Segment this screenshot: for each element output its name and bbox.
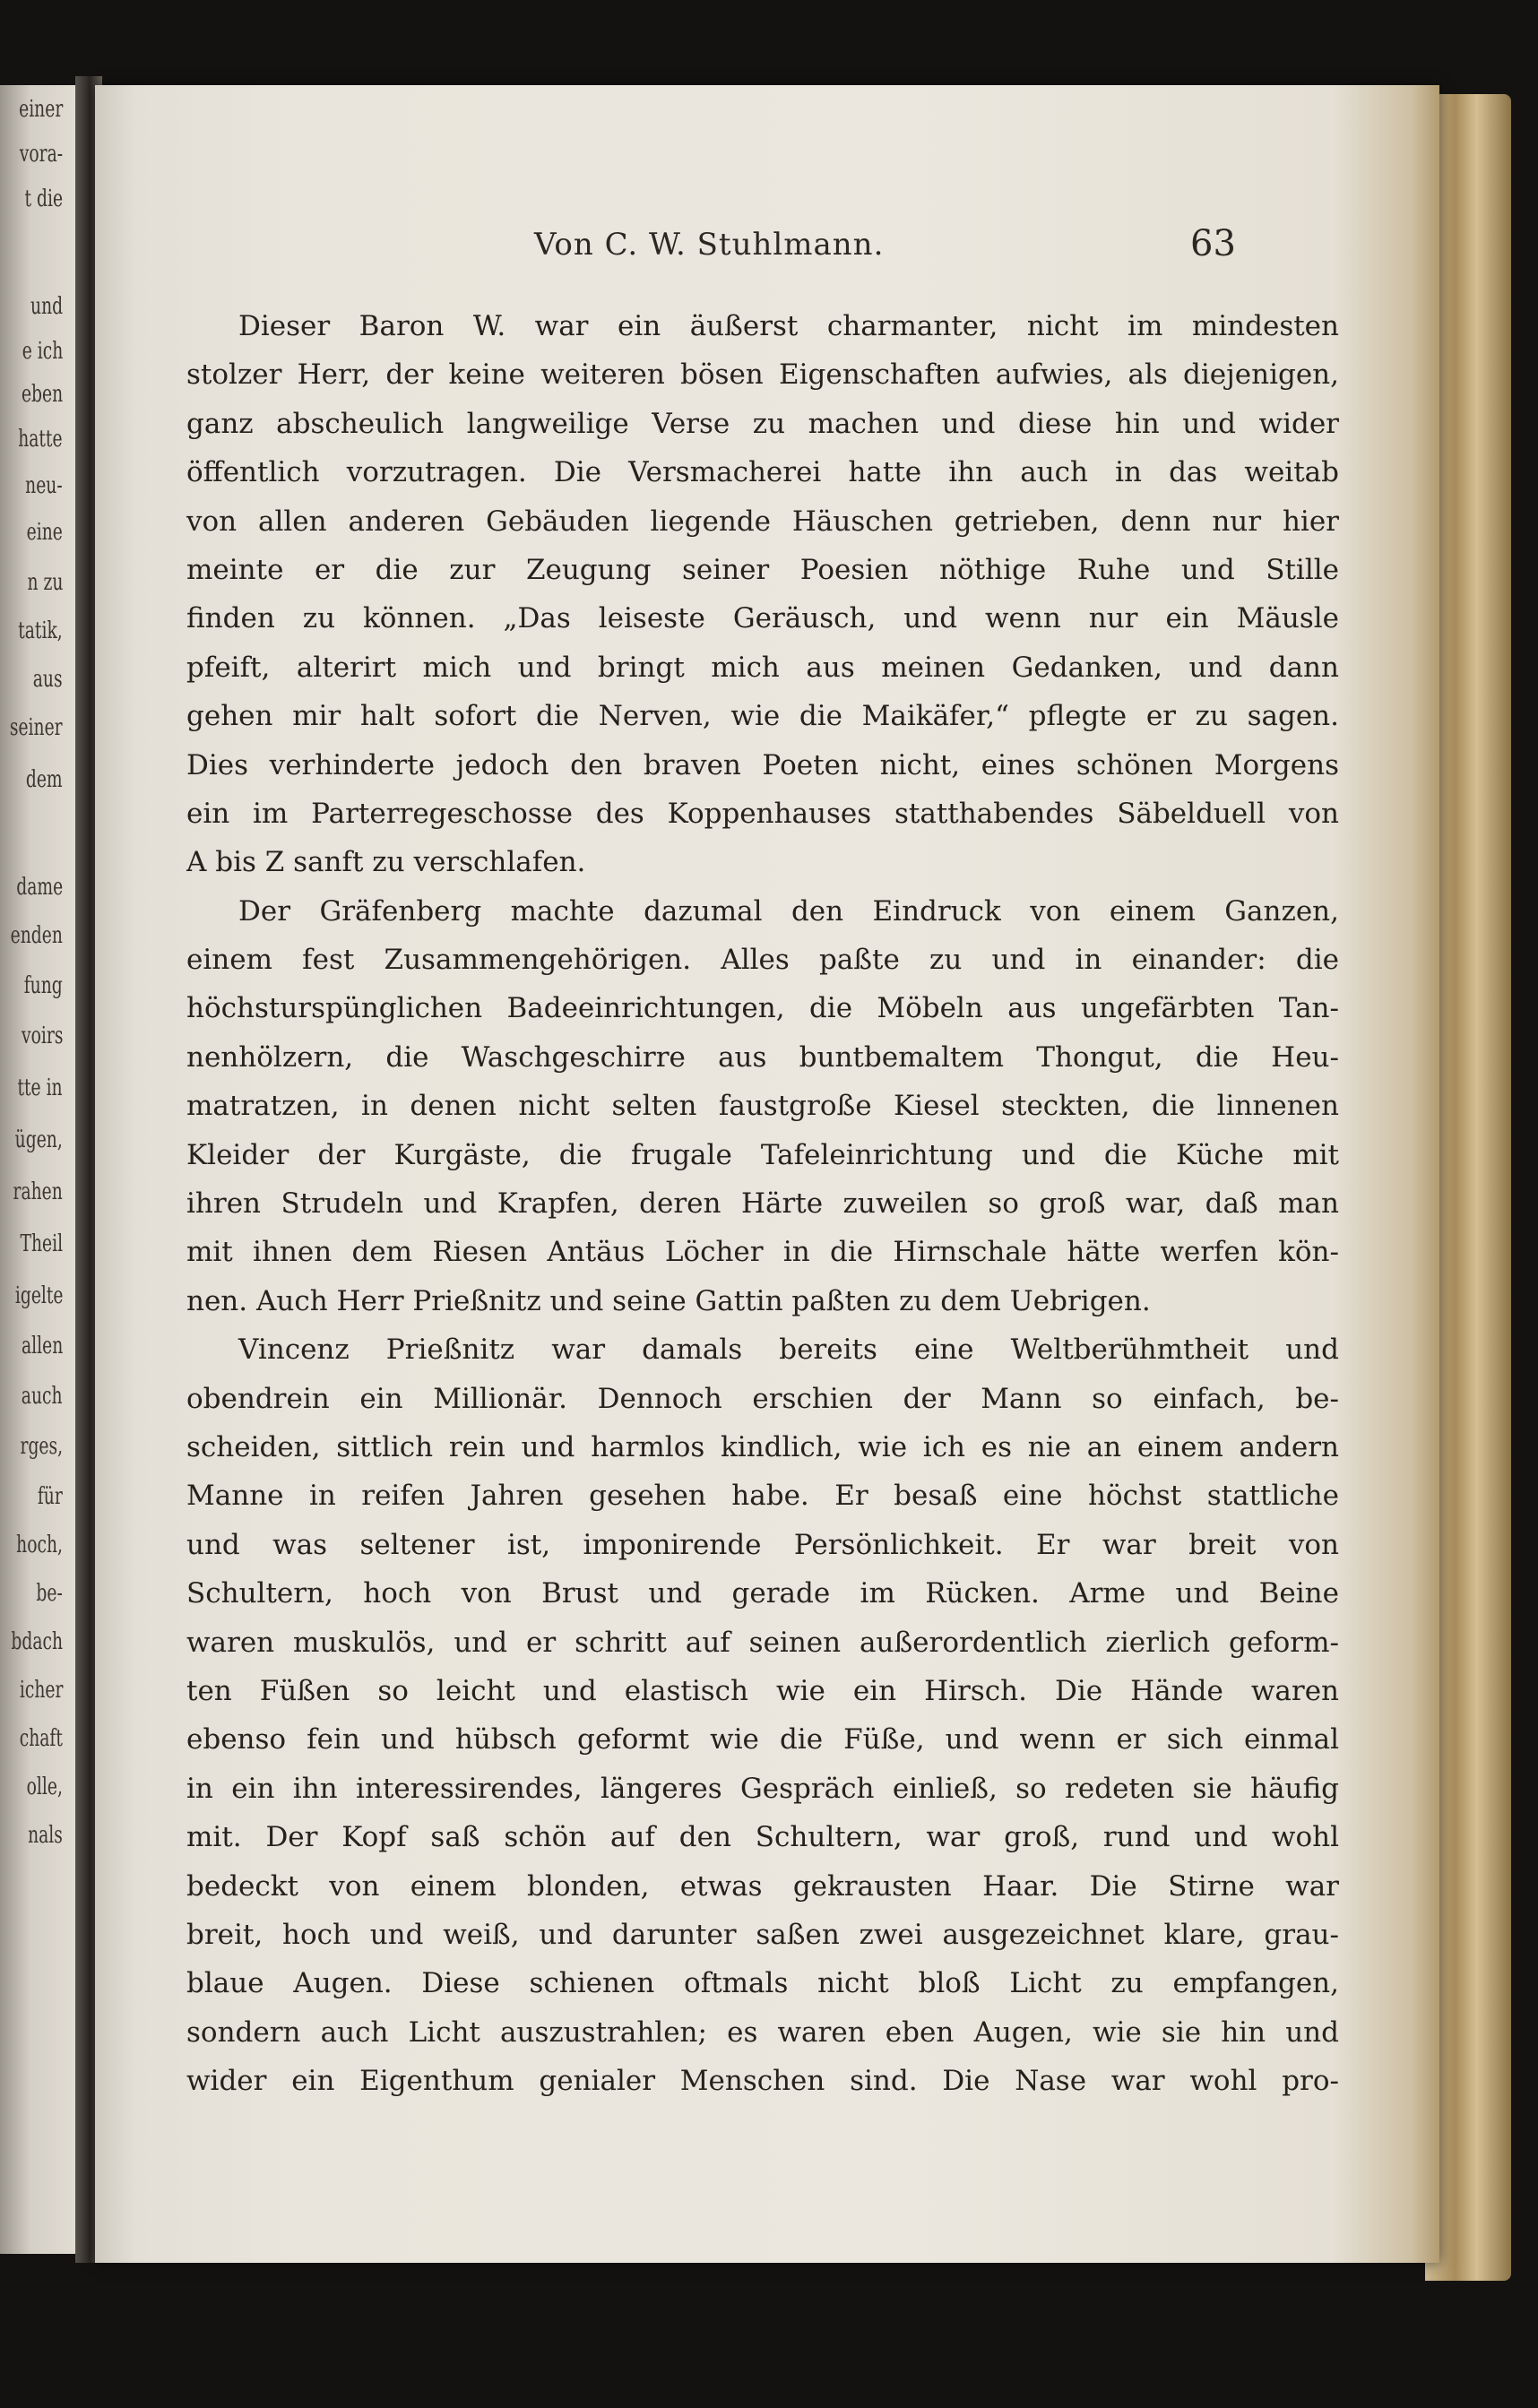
text-line: ganz abscheulich langweilige Verse zu machen und diese hin und wider	[186, 407, 1339, 440]
previous-page-fragment: be-	[36, 1580, 63, 1607]
text-line: höchsturspünglichen Badeeinrichtungen, die Möbeln aus ungefärbten Tan-	[186, 992, 1339, 1025]
text-line: Schultern, hoch von Brust und gerade im Rücken. Arme und Beine	[186, 1577, 1339, 1610]
text-line: Vincenz Prießnitz war damals bereits eine Weltberühmtheit und	[238, 1333, 1339, 1367]
page-63	[95, 85, 1439, 2263]
text-line: obendrein ein Millionär. Dennoch erschien der Mann so einfach, be-	[186, 1382, 1339, 1415]
text-line: Dies verhinderte jedoch den braven Poeten nicht, eines schönen Morgens	[186, 748, 1339, 781]
text-line: A bis Z sanft zu verschlafen.	[186, 846, 586, 879]
text-line: in ein ihn interessirendes, längeres Gespräch einließ, so redeten sie häufig	[186, 1772, 1339, 1805]
previous-page-fragment: Theil	[20, 1230, 63, 1257]
previous-page-fragment: rahen	[13, 1178, 63, 1205]
text-line: und was seltener ist, imponirende Persönlichkeit. Er war breit von	[186, 1528, 1339, 1561]
running-head	[95, 223, 1439, 281]
text-line: mit. Der Kopf saß schön auf den Schultern, war groß, rund und wohl	[186, 1821, 1339, 1854]
text-line: breit, hoch und weiß, und darunter saßen zwei ausgezeichnet klare, grau-	[186, 1918, 1339, 1951]
text-line: blaue Augen. Diese schienen oftmals nicht bloß Licht zu empfangen,	[186, 1967, 1339, 2000]
previous-page-fragment: eben	[21, 381, 63, 408]
previous-page-fragment: einer	[18, 96, 63, 123]
text-line: Dieser Baron W. war ein äußerst charmanter, nicht im mindesten	[238, 310, 1339, 342]
text-line: öffentlich vorzutragen. Die Versmacherei hatte ihn auch in das weitab	[186, 456, 1339, 489]
text-line: meinte er die zur Zeugung seiner Poesien nöthige Ruhe und Stille	[186, 553, 1339, 586]
previous-page-fragment: und	[30, 293, 63, 320]
previous-page-fragment: eine	[26, 519, 63, 546]
previous-page-fragment: icher	[19, 1677, 63, 1704]
text-line: stolzer Herr, der keine weiteren bösen Eigenschaften aufwies, als diejenigen,	[186, 358, 1339, 392]
previous-page-fragment: hatte	[18, 426, 63, 453]
previous-page-fragment: neu-	[25, 472, 63, 499]
text-line: pfeift, alterirt mich und bringt mich aus meinen Gedanken, und dann	[186, 651, 1339, 684]
previous-page-fragment: aus	[33, 666, 63, 693]
text-line: wider ein Eigenthum genialer Menschen sind. Die Nase war wohl pro-	[186, 2065, 1339, 2098]
text-line: scheiden, sittlich rein und harmlos kindlich, wie ich es nie an einem andern	[186, 1430, 1339, 1463]
text-line: matratzen, in denen nicht selten faustgroße Kiesel steckten, die linnenen	[186, 1090, 1339, 1123]
text-line: Der Gräfenberg machte dazumal den Eindruck von einem Ganzen,	[238, 894, 1339, 928]
text-line: gehen mir halt sofort die Nerven, wie die Maikäfer,“ pflegte er zu sagen.	[186, 700, 1339, 733]
previous-page-fragment: tte in	[17, 1075, 63, 1101]
text-line: ebenso fein und hübsch geformt wie die Füße, und wenn er sich einmal	[186, 1723, 1339, 1756]
previous-page-fragment: dem	[26, 766, 63, 793]
text-line: sondern auch Licht auszustrahlen; es waren eben Augen, wie sie hin und	[186, 2015, 1339, 2049]
previous-page-fragment: für	[38, 1483, 63, 1510]
previous-page-fragment: auch	[22, 1383, 63, 1410]
previous-page-fragment: dame	[16, 874, 63, 901]
text-line: waren muskulös, und er schritt auf seinen außerordentlich zierlich geform-	[186, 1626, 1339, 1659]
previous-page-fragment: vora-	[19, 141, 63, 168]
text-line: bedeckt von einem blonden, etwas gekrausten Haar. Die Stirne war	[186, 1869, 1339, 1903]
previous-page-fragment: e ich	[22, 338, 63, 365]
previous-page-fragment: nals	[28, 1822, 63, 1849]
running-title: Von C. W. Stuhlmann.	[534, 227, 885, 263]
previous-page-fragment: ügen,	[14, 1126, 63, 1153]
previous-page-fragment: chaft	[19, 1725, 63, 1752]
previous-page-fragment: allen	[21, 1333, 63, 1359]
previous-page-fragment: olle,	[26, 1774, 63, 1800]
page-number: 63	[1190, 223, 1236, 264]
previous-page-fragment: tatik,	[18, 617, 63, 644]
text-line: von allen anderen Gebäuden liegende Häuschen getrieben, denn nur hier	[186, 505, 1339, 538]
text-line: ein im Parterregeschosse des Koppenhauses statthabendes Säbelduell von	[186, 797, 1339, 830]
previous-page-edge	[0, 85, 75, 2254]
previous-page-fragment: t die	[24, 186, 63, 212]
body-text	[186, 302, 1339, 2105]
previous-page-fragment: hoch,	[16, 1532, 63, 1558]
text-line: einem fest Zusammengehörigen. Alles paßte zu und in einander: die	[186, 944, 1339, 977]
previous-page-fragment: voirs	[21, 1023, 63, 1049]
text-line: nenhölzern, die Waschgeschirre aus buntbemaltem Thongut, die Heu-	[186, 1040, 1339, 1074]
previous-page-fragment: igelte	[14, 1282, 63, 1309]
previous-page-fragment: rges,	[20, 1433, 63, 1460]
text-line: ihren Strudeln und Krapfen, deren Härte zuweilen so groß war, daß man	[186, 1187, 1339, 1221]
previous-page-fragment: enden	[10, 922, 63, 949]
text-line: ten Füßen so leicht und elastisch wie ein Hirsch. Die Hände waren	[186, 1674, 1339, 1707]
text-line: Manne in reifen Jahren gesehen habe. Er besaß eine höchst stattliche	[186, 1480, 1339, 1513]
text-line: Kleider der Kurgäste, die frugale Tafeleinrichtung und die Küche mit	[186, 1138, 1339, 1171]
previous-page-fragment: seiner	[10, 714, 63, 741]
text-line: finden zu können. „Das leiseste Geräusch, und wenn nur ein Mäusle	[186, 602, 1339, 635]
text-line: nen. Auch Herr Prießnitz und seine Gattin paßten zu dem Uebrigen.	[186, 1284, 1151, 1317]
previous-page-fragment: fung	[23, 972, 63, 999]
previous-page-fragment: n zu	[27, 569, 63, 596]
text-line: mit ihnen dem Riesen Antäus Löcher in die Hirnschale hätte werfen kön-	[186, 1236, 1339, 1269]
previous-page-fragment: bdach	[11, 1628, 63, 1655]
